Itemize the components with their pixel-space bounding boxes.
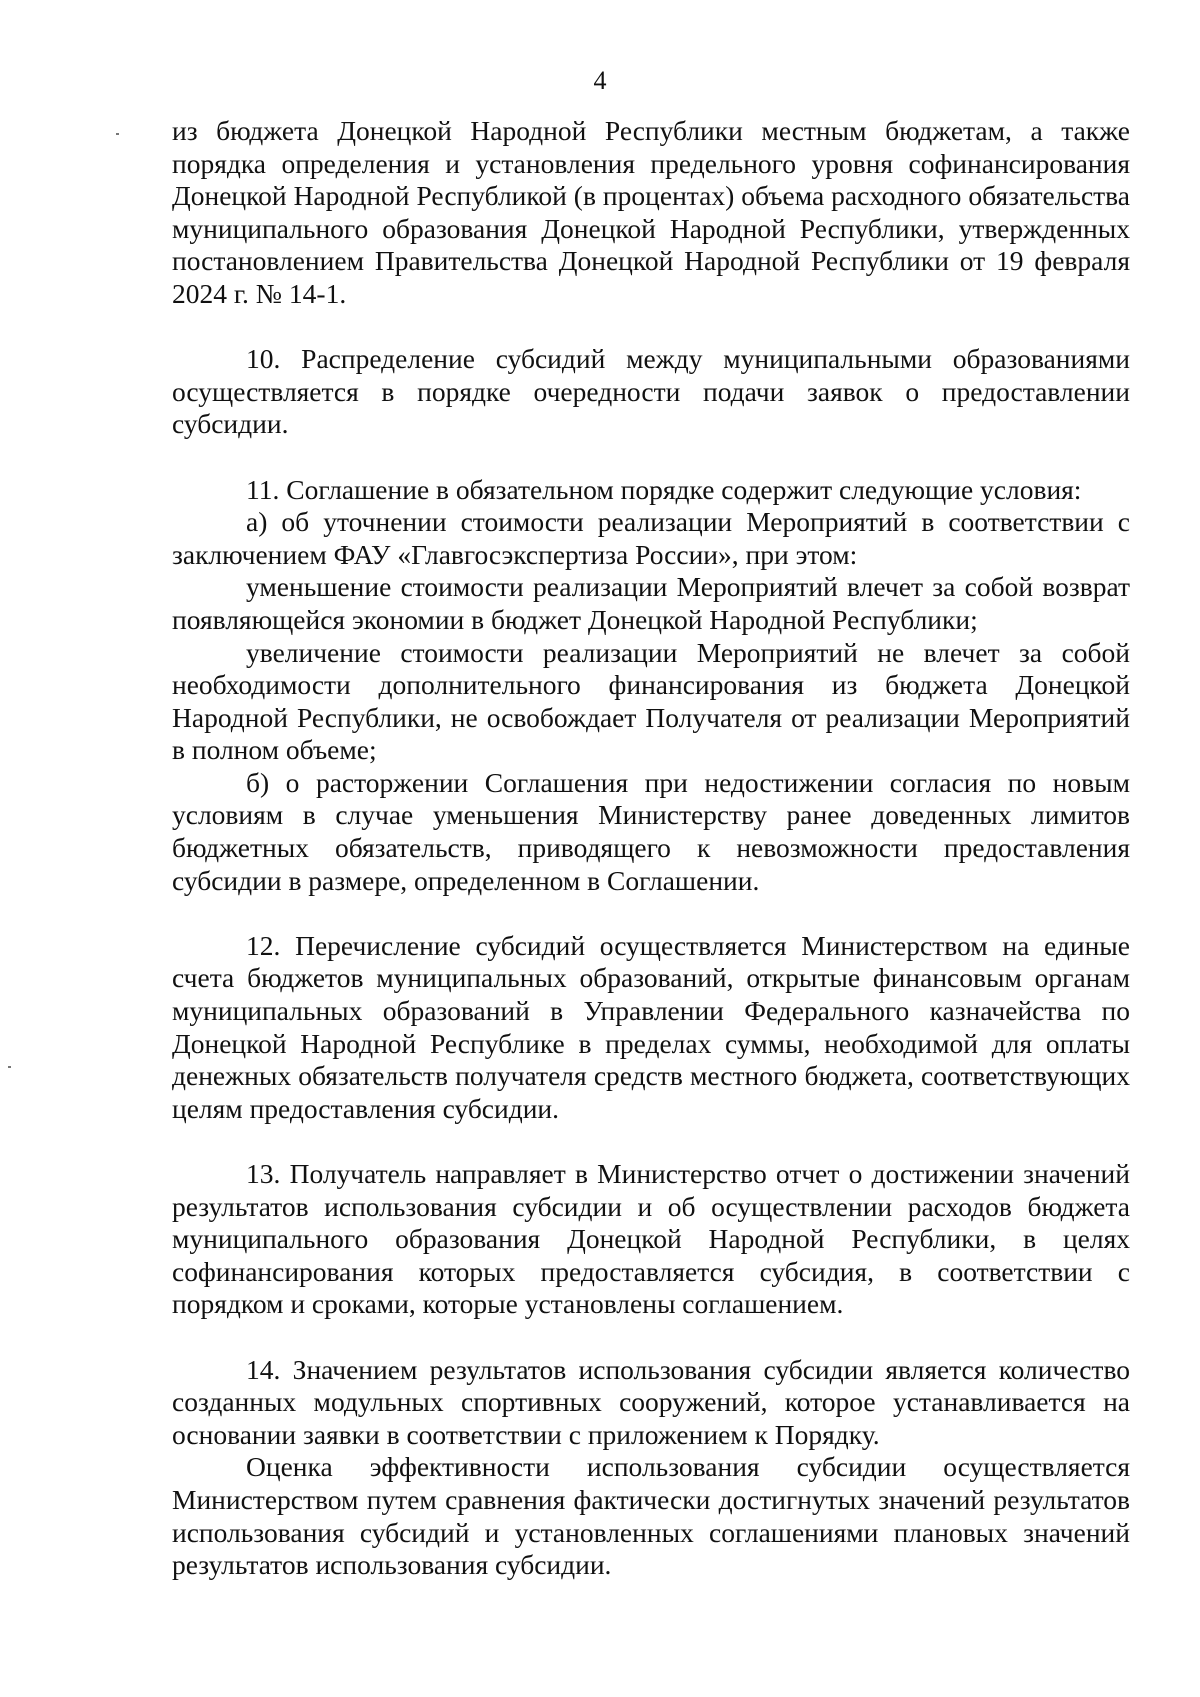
paragraph-11-a: а) об уточнении стоимости реализации Мероприятий в соответствии с заключением ФАУ «Главгосэкспертиза России», при этом: (172, 506, 1130, 570)
paragraph-14: 14. Значением результатов использования субсидии является количество созданных модульных спортивных сооружений, которое устанавливается на основании заявки в соответствии с приложением к Порядку. (172, 1353, 1130, 1450)
scan-speck (116, 133, 119, 135)
paragraph-continuation: из бюджета Донецкой Народной Республики местным бюджетам, а также порядка определения и установления предельного уровня софинансирования Донецкой Народной Республикой (в процентах) объема расходного обязательства муниципального образования Донецкой Народной Республики, утвержденных постановлением Правительства Донецкой Народной Республики от 19 февраля 2024 г. № 14-1. (172, 115, 1130, 309)
paragraph-11-a-decrease: уменьшение стоимости реализации Мероприятий влечет за собой возврат появляющейся экономии в бюджет Донецкой Народной Республики; (172, 571, 1130, 635)
paragraph-11-a-increase: увеличение стоимости реализации Мероприятий не влечет за собой необходимости дополнительного финансирования из бюджета Донецкой Народной Республики, не освобождает Получателя от реализации Мероприятий в полном объеме; (172, 636, 1130, 766)
page-number: 4 (593, 66, 607, 95)
paragraph-13: 13. Получатель направляет в Министерство отчет о достижении значений результатов использования субсидии и об осуществлении расходов бюджета муниципального образования Донецкой Народной Республики, в целях софинансирования которых предоставляется субсидия, в соответствии с порядком и сроками, которые установлены соглашением. (172, 1158, 1130, 1320)
scan-speck (8, 1066, 11, 1068)
paragraph-11: 11. Соглашение в обязательном порядке содержит следующие условия: (246, 473, 1082, 505)
paragraph-14-evaluation: Оценка эффективности использования субсидии осуществляется Министерством путем сравнения фактически достигнутых значений результатов использования субсидий и установленных соглашениями плановых значений результатов использования субсидии. (172, 1451, 1130, 1581)
paragraph-12: 12. Перечисление субсидий осуществляется Министерством на единые счета бюджетов муниципальных образований, открытые финансовым органам муниципальных образований в Управлении Федерального казначейства по Донецкой Народной Республике в пределах суммы, необходимой для оплаты денежных обязательств получателя средств местного бюджета, соответствующих целям предоставления субсидии. (172, 929, 1130, 1124)
document-body (172, 115, 1130, 1582)
paragraph-10: 10. Распределение субсидий между муниципальными образованиями осуществляется в порядке очередности подачи заявок о предоставлении субсидии. (172, 343, 1130, 440)
paragraph-11-b: б) о расторжении Соглашения при недостижении согласия по новым условиям в случае уменьшения Министерству ранее доведенных лимитов бюджетных обязательств, приводящего к невозможности предоставления субсидии в размере, определенном в Соглашении. (172, 766, 1130, 896)
